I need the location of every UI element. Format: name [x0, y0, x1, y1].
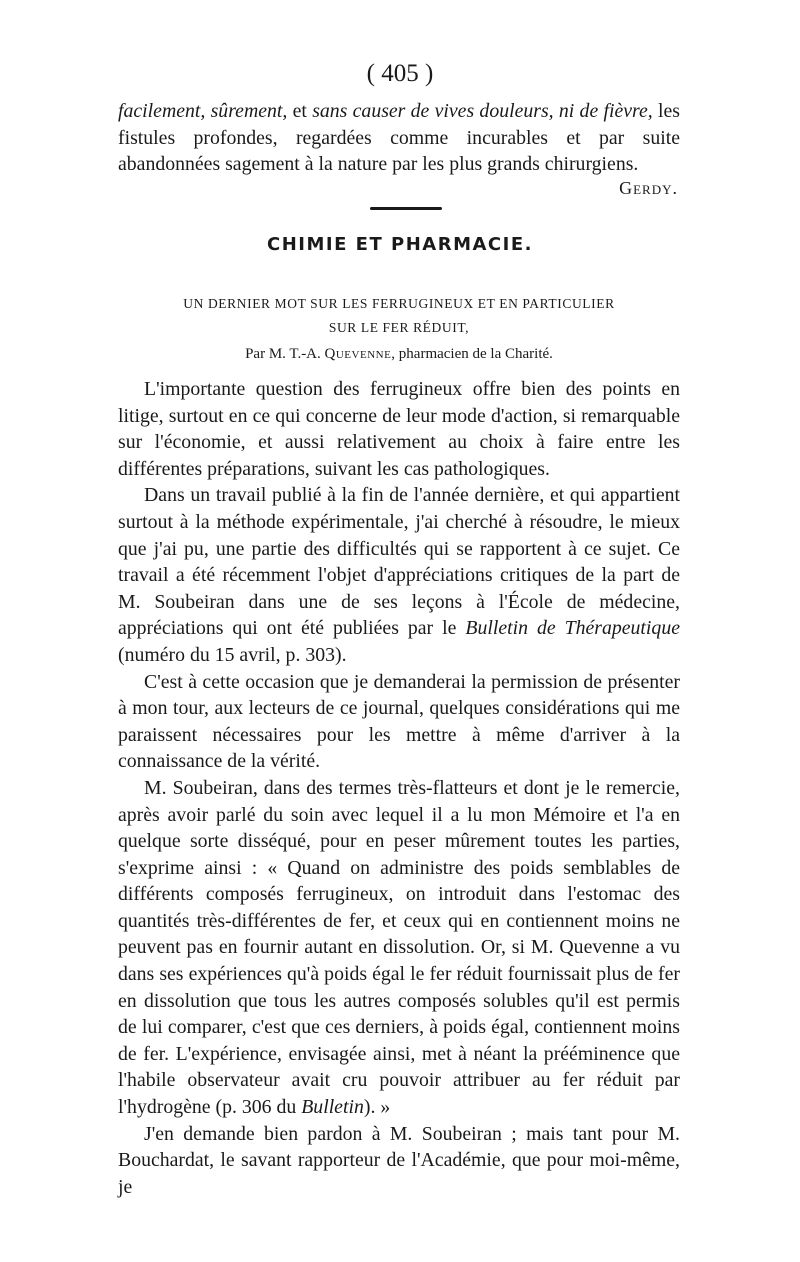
author-prefix: Par M. T.-A.: [245, 346, 325, 362]
article-title-line1: UN DERNIER MOT SUR LES FERRUGINEUX ET EN PARTICULIER: [183, 296, 615, 311]
paragraph-4-text-a: M. Soubeiran, dans des termes très-flatteurs et dont je le remercie, après avoir parlé du soin avec lequel il a lu mon Mémoire et l'a en quelque sorte disséqué, pour en peser mûrement toutes les parties, s'exprime ainsi : « Quand on administre des poids semblables de différents composés ferrugineux, on introduit dans l'estomac des quantités très-différentes de fer, et ceux qui en contiennent moins ne peuvent pas en fournir autant en dissolution. Or, si M. Quevenne a vu dans ses expériences qu'à poids égal le fer réduit fournissait plus de fer en dissolution que tous les autres composés solubles qu'il est permis de lui comparer, c'est que ces derniers, à poids égal, contiennent moins de fer. L'expérience, envisagée ainsi, met à néant la prééminence que l'habile observateur avait cru pouvoir attribuer au fer réduit par l'hydrogène (p. 306 du: [118, 776, 680, 1119]
ornamental-divider: [370, 207, 442, 210]
paragraph-2-text-b: (numéro du 15 avril, p. 303).: [118, 643, 347, 666]
page-number: ( 405 ): [366, 60, 434, 87]
paragraph-2-text-a: Dans un travail publié à la fin de l'année dernière, et qui appartient surtout à la méthode expérimentale, j'ai cherché à résoudre, le mieux que j'ai pu, une partie des difficultés qui se rapportent à ce sujet. Ce travail a été récemment l'objet d'appréciations critiques de la part de M. Soubeiran dans une de ses leçons à l'École de médecine, appréciations qui ont été publiées par le: [118, 484, 680, 640]
author-suffix: , pharmacien de la Charité.: [391, 346, 553, 362]
paragraph-2-journal: Bulletin de Thérapeutique: [465, 617, 680, 640]
intro-rest: les fistules profondes, regardées comme incurables et par suite abandonnées sagement à la nature par les plus grands chirurgiens.: [118, 100, 681, 176]
intro-italic-second: sans causer de vives douleurs, ni de fièvre,: [312, 100, 653, 122]
paragraph-4: [118, 775, 680, 1121]
intro-mid: et: [287, 100, 313, 122]
paragraph-2: [118, 482, 680, 668]
article-title: [118, 292, 680, 340]
intro-paragraph: [118, 98, 680, 178]
paragraph-5: J'en demande bien pardon à M. Soubeiran ; mais tant pour M. Bouchardat, le savant rapporteur de l'Académie, que pour moi-même, je: [118, 1122, 680, 1198]
paragraph-4-text-b: ). »: [363, 1096, 391, 1119]
paragraph-3: C'est à cette occasion que je demanderai la permission de présenter à mon tour, aux lecteurs de ce journal, quelques considérations qui me paraissent nécessaires pour les mettre à même d'arriver à la connaissance de la vérité.: [118, 670, 680, 773]
article-body: [118, 376, 680, 1200]
signature: Gerdy.: [619, 178, 678, 198]
article-title-line2: SUR LE FER RÉDUIT,: [328, 320, 470, 335]
section-title: CHIMIE ET PHARMACIE.: [267, 234, 533, 255]
paragraph-1: L'importante question des ferrugineux offre bien des points en litige, surtout en ce qui concerne de leur mode d'action, si remarquable sur l'économie, et aussi relativement au choix à faire entre les différentes préparations, suivant les cas pathologiques.: [118, 378, 680, 480]
author-name: Quevenne: [324, 346, 392, 362]
intro-italic-lead: facilement, sûrement,: [118, 100, 288, 122]
author-line: [118, 346, 680, 363]
paragraph-4-journal: Bulletin: [301, 1096, 364, 1119]
